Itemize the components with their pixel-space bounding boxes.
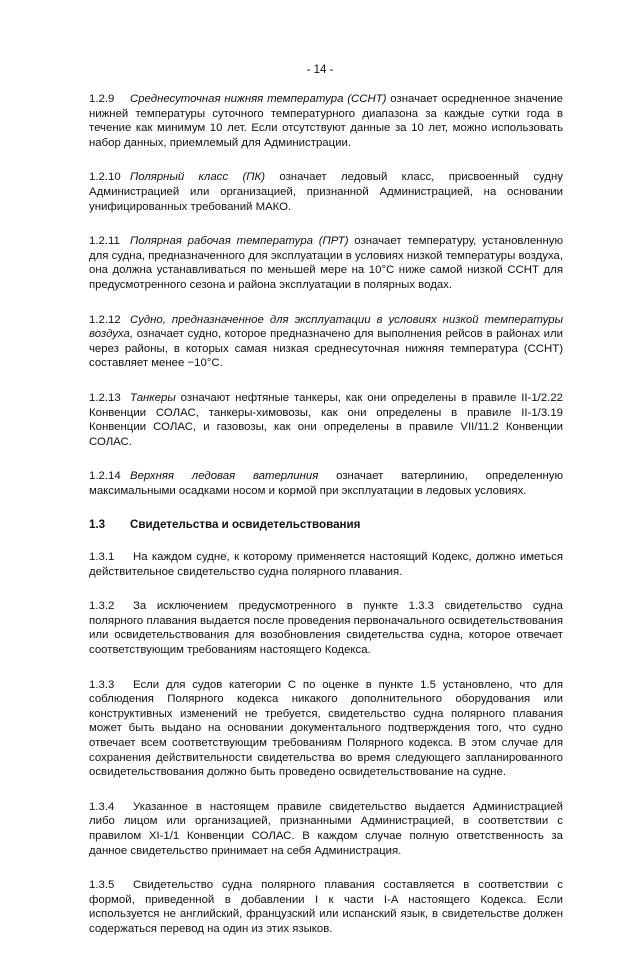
paragraph-number: 1.2.12 (89, 313, 121, 326)
paragraph-1-3-5 (89, 878, 563, 936)
defined-term: Верхняя ледовая ватерлиния (130, 470, 319, 483)
paragraph-text: На каждом судне, к которому применяется настоящий Кодекс, должно иметься действительное свидетельство судна полярного плавания. (89, 551, 563, 578)
paragraph-1-2-13 (89, 391, 563, 449)
defined-term: Полярный класс (ПК) (130, 171, 265, 184)
paragraph-number: 1.2.14 (89, 470, 121, 483)
defined-term: Среднесуточная нижняя температура (ССНТ) (130, 93, 387, 105)
paragraph-number: 1.2.11 (89, 235, 120, 248)
paragraph-text: означает судно, которое предназначено для выполнения рейсов в районах или через районы, в которых самая низкая среднесуточная нижняя температура (ССНТ) составляет менее −10°C. (89, 328, 563, 370)
paragraph-text: означает осредненное значение нижней температуры суточного температурного диапазона за каждые сутки года в течение как минимум 10 лет. Если отсутствуют данные за 10 лет, можно использовать набор данных, приемлемый для Администрации. (89, 93, 563, 149)
paragraph-1-2-9 (89, 92, 563, 150)
paragraph-1-3-4 (89, 800, 563, 858)
defined-term: Полярная рабочая температура (ПРТ) (130, 235, 349, 248)
paragraph-1-2-14 (89, 469, 563, 498)
paragraph-1-3-3 (89, 678, 563, 780)
defined-term: Судно, предназначенное для эксплуатации в условиях низкой температуры воздуха, (89, 313, 563, 341)
paragraph-text: Указанное в настоящем правиле свидетельство выдается Администрацией либо лицом или организацией, признанными Администрацией, в соответствии с правилом XI-1/1 Конвенции СОЛАС. В каждом случае полную ответственность за данное свидетельство принимает на себя Администрация. (89, 800, 563, 857)
section-heading (89, 518, 563, 533)
paragraph-1-2-11 (89, 234, 563, 292)
section-number: 1.3 (89, 518, 106, 532)
paragraph-number: 1.2.9 (89, 93, 115, 105)
paragraph-1-3-2 (89, 599, 563, 657)
paragraph-1-2-12 (89, 313, 563, 371)
section-title: Свидетельства и освидетельствования (130, 518, 361, 532)
paragraph-1-2-10 (89, 170, 563, 214)
document-body (89, 92, 563, 957)
paragraph-number: 1.3.1 (89, 551, 115, 564)
paragraph-text: означают нефтяные танкеры, как они определены в правиле II-1/2.22 Конвенции СОЛАС, танкеры-химовозы, как они определены в правиле II-1/3.19 Конвенции СОЛАС, и газовозы, как они определены в правиле VII/11.2 Конвенции СОЛАС. (89, 391, 563, 448)
paragraph-text: Свидетельство судна полярного плавания составляется в соответствии с формой, приведенной в добавлении I к части I-A настоящего Кодекса. Если используется не английский, французский или испанский язык, в свидетельстве должен содержаться перевод на один из этих языков. (89, 879, 563, 935)
paragraph-number: 1.3.5 (89, 879, 115, 892)
defined-term: Танкеры (130, 391, 176, 404)
paragraph-text: За исключением предусмотренного в пункте 1.3.3 свидетельство судна полярного плавания выдается после проведения первоначального освидетельствования или освидетельствования для возобновления свидетельства судна, которое отвечает соответствующим требованиям настоящего Кодекса. (89, 600, 563, 657)
paragraph-number: 1.3.3 (89, 678, 115, 691)
paragraph-text: означает ледовый класс, присвоенный судну Администрацией или организацией, признанной Администрацией, на основании унифицированных требований МАКО. (89, 171, 563, 213)
paragraph-number: 1.3.4 (89, 800, 115, 813)
paragraph-number: 1.2.10 (89, 171, 121, 184)
paragraph-number: 1.3.2 (89, 600, 115, 613)
paragraph-text: означает ватерлинию, определенную максимальными осадками носом и кормой при эксплуатации в ледовых условиях. (89, 470, 563, 497)
paragraph-text: означает температуру, установленную для судна, предназначенного для эксплуатации в условиях низкой температуры воздуха, она должна устанавливаться по меньшей мере на 10°C ниже самой низкой ССНТ для предусмотренного сезона и района эксплуатации в полярных водах. (89, 235, 563, 291)
page-number: - 14 - (306, 64, 334, 76)
paragraph-text: Если для судов категории C по оценке в пункте 1.5 установлено, что для соблюдения Полярного кодекса никакого дополнительного оборудования или конструктивных изменений не требуется, свидетельство судна полярного плавания может быть выдано на основании документального подтверждения того, что судно отвечает всем соответствующим требованиям Полярного кодекса. В этом случае для сохранения действительности свидетельства во время следующего запланированного освидетельствования должно быть проведено освидетельствование на судне. (89, 678, 563, 779)
paragraph-1-3-1 (89, 550, 563, 579)
paragraph-number: 1.2.13 (89, 391, 121, 404)
